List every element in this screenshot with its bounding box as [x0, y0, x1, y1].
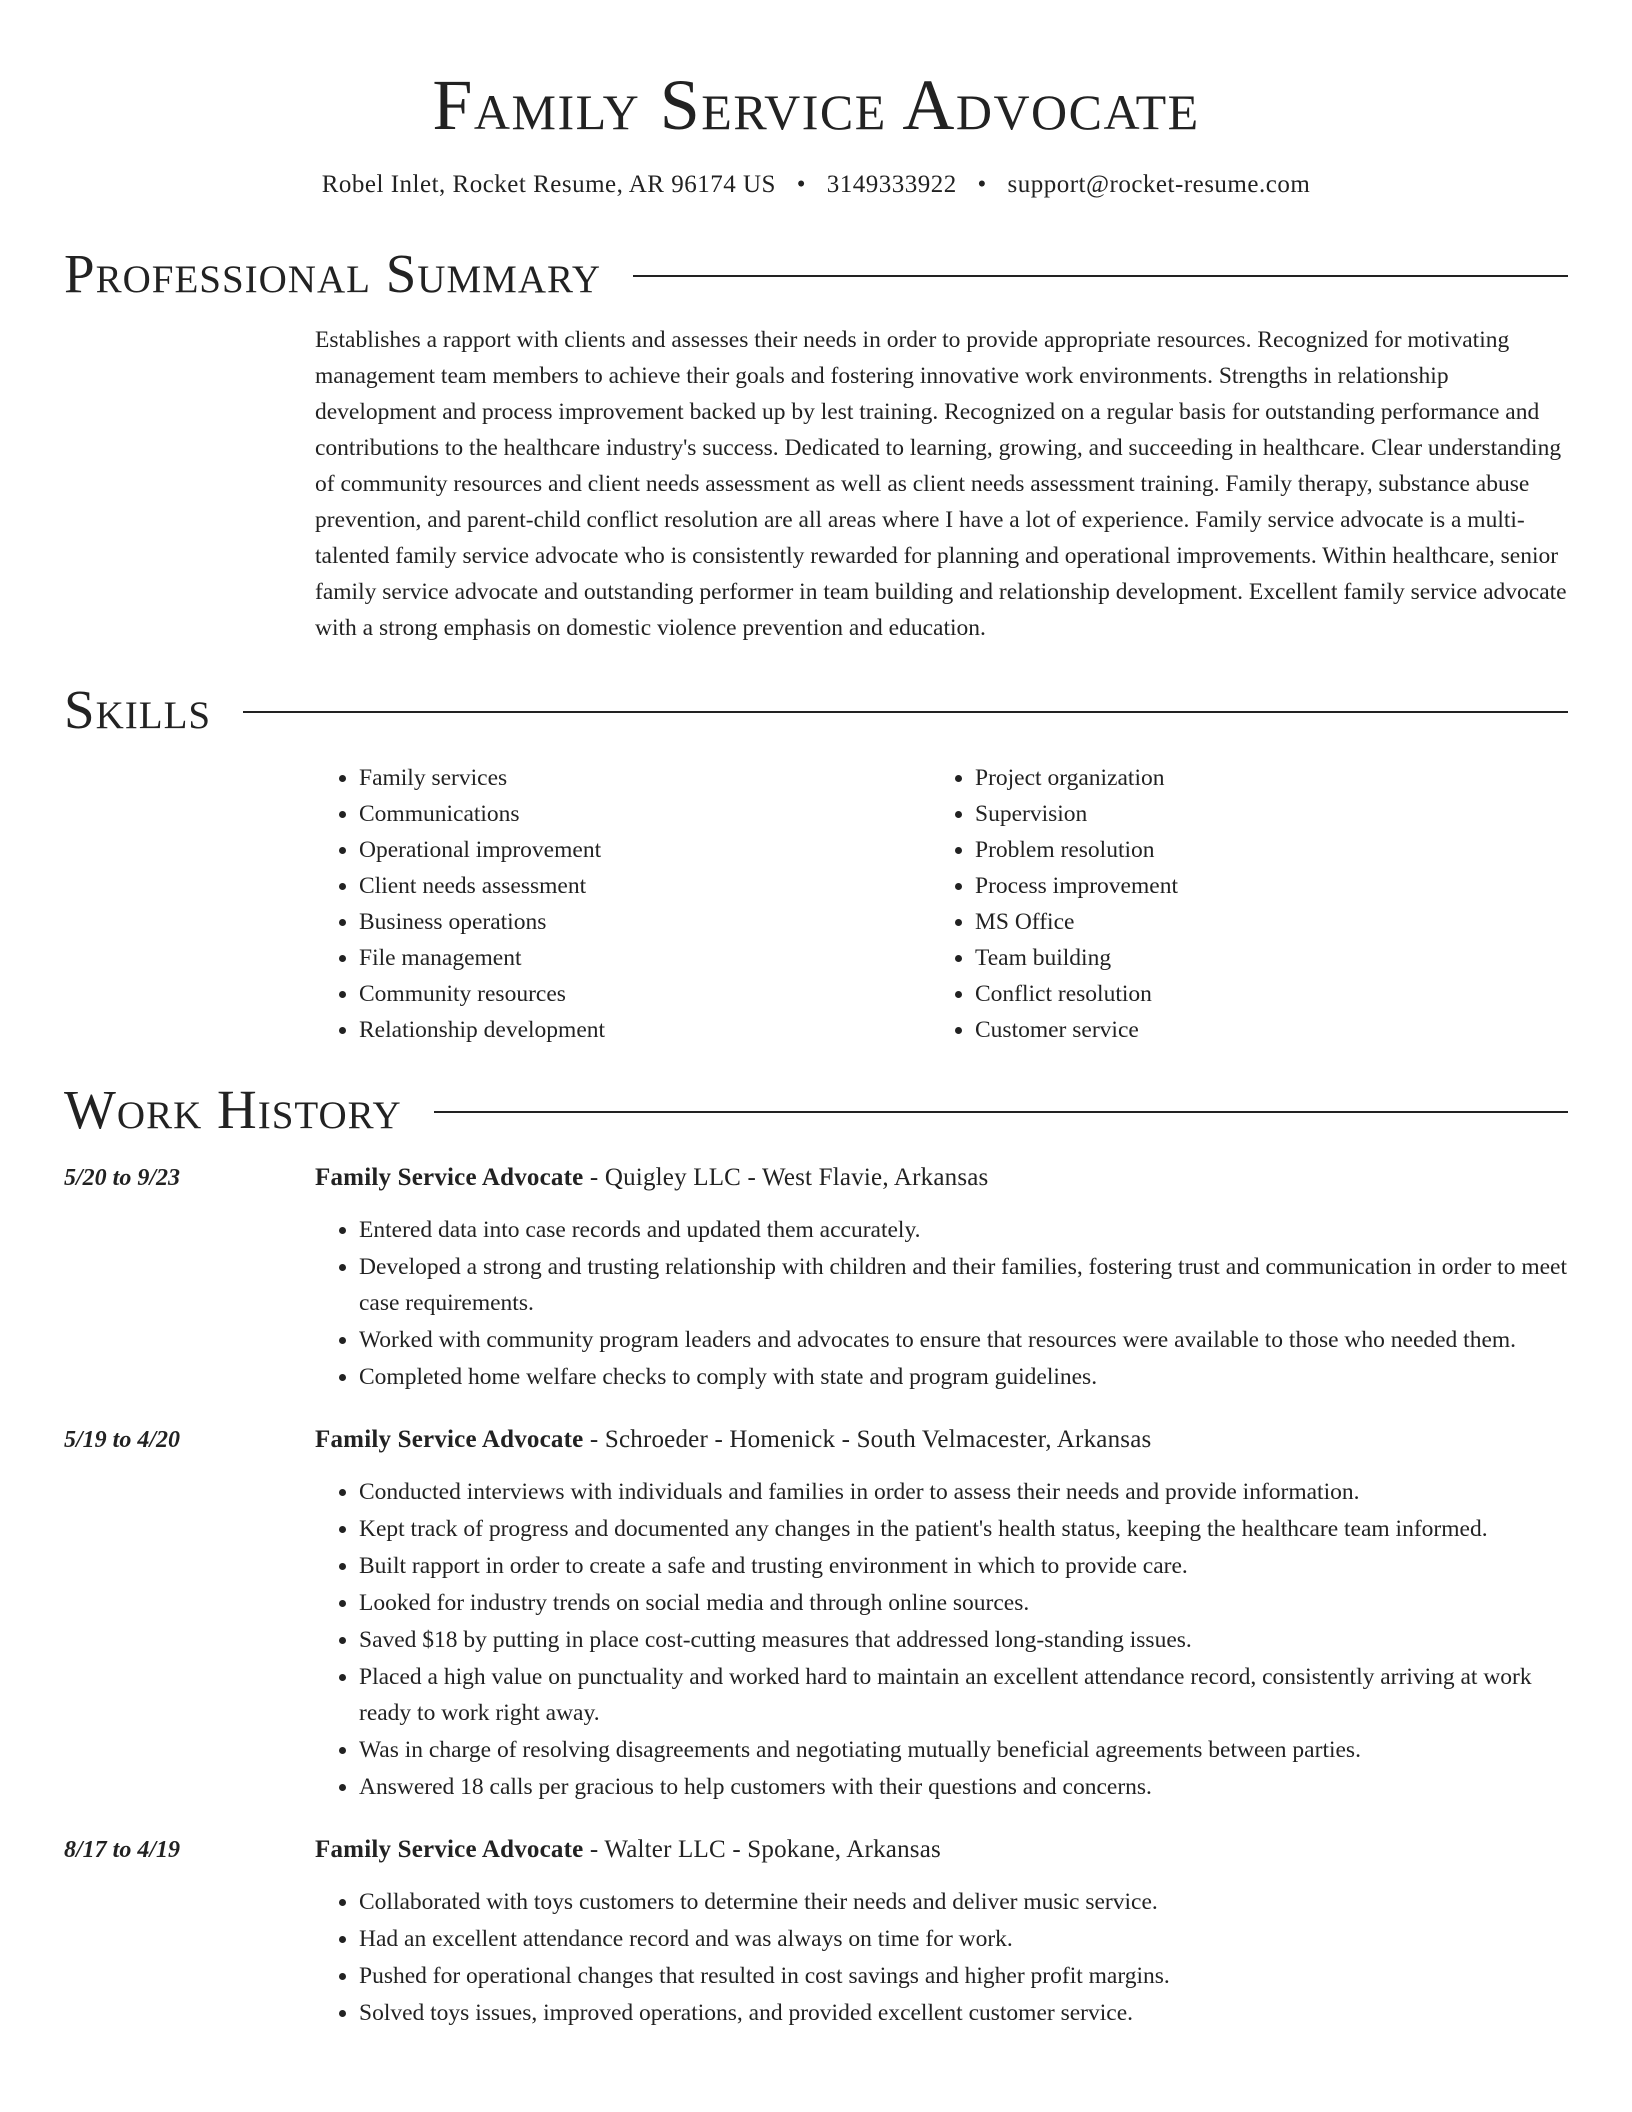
job-body: [315, 1160, 1568, 1396]
job-title: Family Service Advocate: [315, 1426, 584, 1453]
skill-item: • Operational improvement: [359, 832, 931, 868]
job-bullet: • Solved toys issues, improved operations, and provided excellent customer service.: [359, 1995, 1568, 2031]
job-bullet: • Saved $18 by putting in place cost-cutting measures that addressed long-standing issues.: [359, 1622, 1568, 1658]
job-bullet: • Conducted interviews with individuals and families in order to assess their needs and provide information.: [359, 1474, 1568, 1510]
skill-item: • Client needs assessment: [359, 868, 931, 904]
skill-item: • Conflict resolution: [975, 976, 1547, 1012]
skill-item: • Problem resolution: [975, 832, 1547, 868]
skill-item: • MS Office: [975, 904, 1547, 940]
job-entry: [64, 1832, 1568, 2032]
job-dates: 5/20 to 9/23: [64, 1165, 181, 1191]
contact-separator: •: [796, 171, 806, 198]
skill-item: • Communications: [359, 796, 931, 832]
job-bullet: • Worked with community program leaders and advocates to ensure that resources were available to those who needed them.: [359, 1322, 1568, 1358]
job-bullet: • Pushed for operational changes that resulted in cost savings and higher profit margins.: [359, 1958, 1568, 1994]
job-title-line: [315, 1422, 1568, 1458]
skills-heading: Skills: [64, 679, 212, 740]
skill-item: • Supervision: [975, 796, 1547, 832]
job-bullet: • Answered 18 calls per gracious to help customers with their questions and concerns.: [359, 1769, 1568, 1805]
job-bullet: • Kept track of progress and documented any changes in the patient's health status, keeping the healthcare team informed.: [359, 1511, 1568, 1547]
contact-address: Robel Inlet, Rocket Resume, AR 96174 US: [321, 171, 776, 198]
skill-item: • Family services: [359, 760, 931, 796]
work-section-header: [64, 1078, 1568, 1142]
job-employer: - Walter LLC - Spokane, Arkansas: [583, 1836, 941, 1863]
job-bullet: • Placed a high value on punctuality and worked hard to maintain an excellent attendance record, consistently arriving at work ready to work right away.: [359, 1659, 1568, 1731]
contact-phone: 3149333922: [826, 171, 957, 198]
resume-name: Family Service Advocate: [432, 65, 1200, 145]
skill-item: • Relationship development: [359, 1012, 931, 1048]
summary-section-header: [64, 242, 1568, 306]
job-dates: 8/17 to 4/19: [64, 1837, 181, 1863]
section-divider: [434, 1111, 1568, 1113]
job-dates: 5/19 to 4/20: [64, 1427, 181, 1453]
job-bullet: • Collaborated with toys customers to determine their needs and deliver music service.: [359, 1884, 1568, 1920]
job-bullet: • Entered data into case records and updated them accurately.: [359, 1212, 1568, 1248]
job-entry: [64, 1160, 1568, 1396]
contact-line: [64, 168, 1568, 202]
job-title-line: [315, 1160, 1568, 1196]
job-bullet: • Built rapport in order to create a safe and trusting environment in which to provide care.: [359, 1548, 1568, 1584]
work-history-list: [64, 1160, 1568, 2032]
job-title: Family Service Advocate: [315, 1164, 584, 1191]
contact-email: support@rocket-resume.com: [1007, 171, 1311, 198]
job-bullets: [315, 1474, 1568, 1805]
job-bullets: [315, 1884, 1568, 2031]
skills-column-left: [315, 760, 931, 1048]
skill-item: • Process improvement: [975, 868, 1547, 904]
skill-item: • Community resources: [359, 976, 931, 1012]
skill-item: • Team building: [975, 940, 1547, 976]
summary-text: Establishes a rapport with clients and assesses their needs in order to provide appropriate resources. Recognized for motivating management team members to achieve their goals and fostering innovative work environments. Strengths in relationship development and process improvement backed up by lest training. Recognized on a regular basis for outstanding performance and contributions to the healthcare industry's success. Dedicated to learning, growing, and succeeding in healthcare. Clear understanding of community resources and client needs assessment as well as client needs assessment training. Family therapy, substance abuse prevention, and parent-child conflict resolution are all areas where I have a lot of experience. Family service advocate is a multi-talented family service advocate who is consistently rewarded for planning and operational improvements. Within healthcare, senior family service advocate and outstanding performer in team building and relationship development. Excellent family service advocate with a strong emphasis on domestic violence prevention and education.: [315, 327, 1567, 641]
job-employer: - Quigley LLC - West Flavie, Arkansas: [583, 1164, 989, 1191]
job-bullet: • Completed home welfare checks to comply with state and program guidelines.: [359, 1359, 1568, 1395]
skills-section-header: [64, 678, 1568, 742]
job-title: Family Service Advocate: [315, 1836, 584, 1863]
job-title-line: [315, 1832, 1568, 1868]
skill-item: • Business operations: [359, 904, 931, 940]
skill-item: • Project organization: [975, 760, 1547, 796]
job-bullets: [315, 1212, 1568, 1395]
skills-list: [315, 760, 1568, 1048]
work-heading: Work History: [64, 1079, 402, 1140]
job-body: [315, 1832, 1568, 2032]
job-bullet: • Looked for industry trends on social media and through online sources.: [359, 1585, 1568, 1621]
section-divider: [243, 711, 1568, 713]
skill-item: • File management: [359, 940, 931, 976]
job-entry: [64, 1422, 1568, 1806]
skill-item: • Customer service: [975, 1012, 1547, 1048]
skills-column-right: [931, 760, 1547, 1048]
job-bullet: • Had an excellent attendance record and was always on time for work.: [359, 1921, 1568, 1957]
summary-heading: Professional Summary: [64, 243, 602, 304]
job-body: [315, 1422, 1568, 1806]
job-bullet: • Was in charge of resolving disagreements and negotiating mutually beneficial agreements between parties.: [359, 1732, 1568, 1768]
section-divider: [633, 275, 1568, 277]
job-employer: - Schroeder - Homenick - South Velmacester, Arkansas: [583, 1426, 1152, 1453]
job-bullet: • Developed a strong and trusting relationship with children and their families, fostering trust and communication in order to meet case requirements.: [359, 1249, 1568, 1321]
contact-separator: •: [977, 171, 987, 198]
